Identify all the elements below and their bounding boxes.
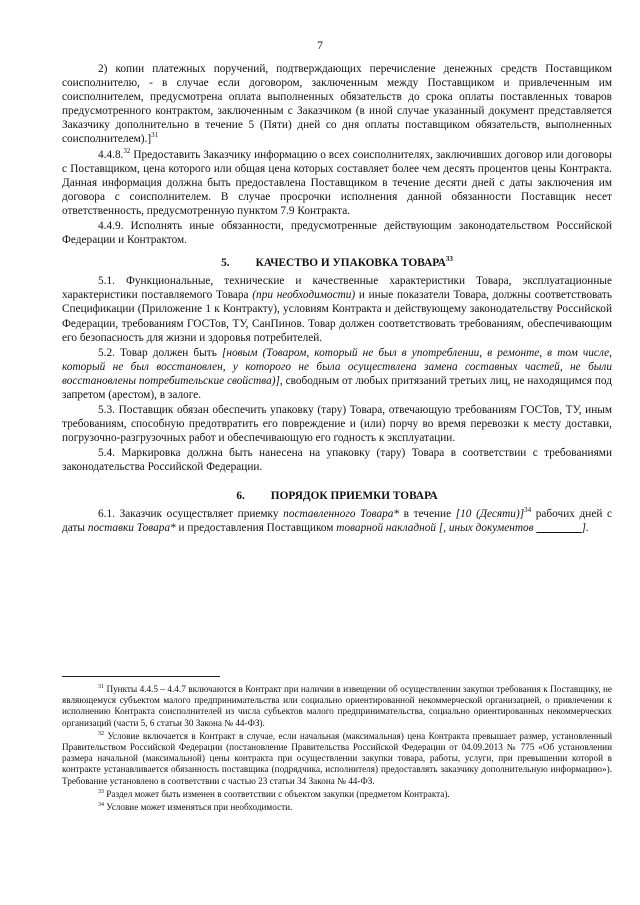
footnote-ref-32[interactable]: 32 bbox=[123, 146, 131, 155]
paragraph-4-4-9: 4.4.9. Исполнять иные обязанности, предусмотренные действующим законодательством Российской Федерации и Контрактом. bbox=[62, 220, 612, 247]
footnote-separator bbox=[62, 676, 220, 677]
document-body bbox=[62, 62, 612, 535]
footnote-33: $^{33}$ Раздел может быть изменен в соответствии с объектом закупки (предметом Контракта). bbox=[98, 788, 450, 799]
footnote-ref-31[interactable]: 31 bbox=[151, 131, 159, 140]
paragraph-5-2: 5.2. Товар должен быть [новым (Товаром, который не был в употреблении, в ремонте, в том числе, который не был восстановлен, у которого не была осуществлена замена составных частей, не были восстановлены потребительские свойства)], свободным от любых притязаний третьих лиц, не находящимся под запретом (арестом), в залоге. bbox=[62, 346, 613, 401]
footnote-34: $^{34}$ Условие может изменяться при необходимости. bbox=[98, 801, 293, 813]
paragraph-6-1: 6.1. Заказчик осуществляет приемку поставленного Товара* в течение [10 (Десяти)]$^{34}$ рабочих дней с даты поставки Товара* и предоставления Поставщиком товарной накладной [, иных документов ________]. bbox=[62, 505, 613, 534]
paragraph-5-1: 5.1. Функциональные, технические и качественные характеристики Товара, эксплуатационные характеристики поставляемого Товара (при необходимости) и иные показатели Товара, должны соответствовать Спецификации (Приложение 1 к Контракту), условиям Контракта и действующему законодательству Российской Федерации, требованиям ГОСТов, ТУ, СанПинов. Товар должен соответствовать требованиям, обеспечивающим его безопасность для жизни и здоровья потребителей. bbox=[62, 275, 612, 344]
page-number: 7 bbox=[317, 40, 323, 52]
paragraph-4-4-7-item-2: 2) копии платежных поручений, подтверждающих перечисление денежных средств Поставщиком соисполнителю, - в случае если договором, заключенным между Поставщиком и привлеченным им соисполнителем, предусмотрена оплата выполненных обязательств до срока оплаты поставленных товаров предусмотренного контрактом, заключенным с Заказчиком (в иной случае указанный документ представляется Заказчику дополнительно в течение 5 (Пяти) дней со дня оплаты поставщиком обязательств, выполненных соисполнителем).]$^{31}$ bbox=[62, 63, 612, 146]
paragraph-5-3: 5.3. Поставщик обязан обеспечить упаковку (тару) Товара, отвечающую требованиям ГОСТов, ТУ, иным требованиям, способную предотвратить его повреждение и (или) порчу во время перевозки к месту доставки, погрузочно-разгрузочных работ и обеспечивающую его годность к эксплуатации. bbox=[62, 404, 612, 445]
footnote-32: $^{32}$ Условие включается в Контракт в случае, если начальная (максимальная) цена Контракта превышает размер, установленный Правительством Российской Федерации (постановление Правительства Российской Федерации от 04.09.2013 № 775 «Об установлении размера начальной (максимальной) цены контракта при осуществлении закупки товара, работы, услуги, при превышении которой в контракте устанавливается обязанность поставщика (подрядчика, исполнителя) предоставлять заказчику дополнительную информацию»). Требование установлено в соответствии с частью 23 статьи 34 Закона № 44-ФЗ. bbox=[62, 730, 612, 786]
footnote-ref-33[interactable]: 33 bbox=[445, 255, 453, 264]
section-5-heading: 5. КАЧЕСТВО И УПАКОВКА ТОВАРА$^{33}$ bbox=[221, 255, 453, 270]
footnote-ref-34[interactable]: 34 bbox=[524, 505, 532, 514]
paragraph-5-4: 5.4. Маркировка должна быть нанесена на упаковку (тару) Товара в соответствии с требованиями законодательства Российской Федерации. bbox=[62, 447, 612, 474]
footnotes-section bbox=[62, 676, 612, 815]
section-6-heading: 6. ПОРЯДОК ПРИЕМКИ ТОВАРА bbox=[236, 489, 438, 502]
paragraph-4-4-8: 4.4.8.32 Предоставить Заказчику информацию о всех соисполнителях, заключивших договор или договоры с Поставщиком, цена которого или общая цена которых составляет более чем десять процентов цены Контракта. Данная информация должна быть предоставлена Поставщиком в течение десяти дней с даты заключения им договора с соисполнителем. В случае просрочки исполнения данной обязанности Поставщик несет ответственность, предусмотренную пунктом 7.9 Контракта. bbox=[62, 146, 612, 217]
footnote-31: $^{31}$ Пункты 4.4.5 – 4.4.7 включаются в Контракт при наличии в извещении об осуществлении закупки требования к Поставщику, не являющемуся субъектом малого предпринимательства или социально ориентированной некоммерческой организацией, о привлечении к исполнению Контракта соисполнителей из числа субъектов малого предпринимательства, социально ориентированных некоммерческих организаций (части 5, 6 статьи 30 Закона № 44-ФЗ). bbox=[62, 683, 612, 728]
